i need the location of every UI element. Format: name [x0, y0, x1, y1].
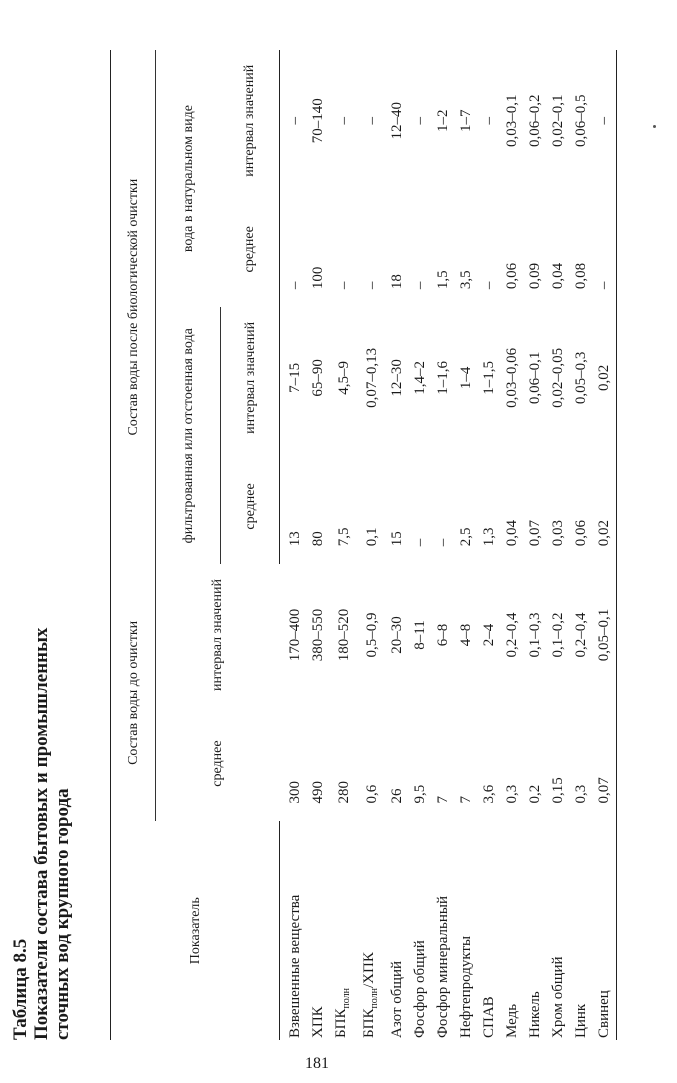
cell-mean-before: 0,15 — [550, 777, 566, 804]
row-indicator: СПАВ — [481, 996, 497, 1038]
cell-range-natural: 12–40 — [389, 101, 405, 140]
row-indicator: $БПК_{полн}$ — [333, 987, 352, 1038]
cell-range-before: 0,2–0,4 — [573, 612, 589, 658]
cell-range-before: 0,5–0,9 — [363, 612, 380, 658]
data-table — [110, 50, 617, 1040]
row-indicator: Взвешенные вещества — [287, 894, 303, 1038]
cell-range-natural: 0,02–0,1 — [550, 94, 566, 147]
cell-mean-before: 0,2 — [527, 784, 543, 804]
cell-range-filtered: 0,03–0,06 — [504, 347, 520, 408]
cell-mean-filtered: 0,1 — [363, 527, 380, 547]
cell-mean-natural: 18 — [389, 274, 405, 290]
cell-range-before: 6–8 — [435, 623, 451, 647]
row-indicator: Хром общий — [550, 956, 566, 1038]
table-row — [501, 50, 524, 1040]
cell-mean-filtered: – — [435, 538, 451, 547]
table-row — [280, 50, 308, 1040]
header-before-mean: среднее — [156, 706, 280, 822]
header-before-group: Состав воды до очистки — [111, 564, 156, 821]
table-caption — [10, 340, 73, 1040]
cell-mean-natural: 0,09 — [527, 262, 543, 290]
cell-range-natural: – — [335, 116, 352, 125]
header-after-group: Состав воды после биологической очистки — [111, 50, 156, 564]
row-indicator: $БПК_{полн}$/ХПК — [361, 952, 380, 1038]
header-filtered-range: интервал значений — [221, 307, 280, 448]
page-number: 181 — [305, 1055, 329, 1072]
cell-range-natural: 0,03–0,1 — [504, 94, 520, 147]
row-indicator: Никель — [527, 991, 543, 1038]
cell-range-natural: 70–140 — [310, 98, 326, 144]
row-indicator: ХПК — [310, 1006, 326, 1038]
cell-mean-before: 0,3 — [573, 784, 589, 804]
cell-range-filtered: 1–1,6 — [435, 361, 451, 395]
cell-mean-natural: – — [481, 281, 497, 290]
table-row — [307, 50, 330, 1040]
cell-range-filtered: 7–15 — [287, 362, 303, 393]
cell-mean-natural: 1,5 — [435, 270, 451, 290]
cell-range-filtered: 0,06–0,1 — [527, 351, 543, 405]
table-row — [524, 50, 547, 1040]
cell-range-filtered: 4,5–9 — [335, 361, 352, 395]
cell-mean-natural: 0,08 — [573, 262, 589, 290]
table-row — [478, 50, 501, 1040]
cell-mean-before: 0,07 — [593, 706, 617, 822]
cell-range-natural: – — [593, 50, 617, 191]
header-indicator: Показатель — [111, 821, 280, 1040]
table-row — [547, 50, 570, 1040]
table-row — [455, 50, 478, 1040]
table-title-line-1: Показатели состава бытовых и промышленных — [31, 627, 52, 1040]
cell-mean-filtered: 7,5 — [335, 527, 352, 547]
cell-mean-before: 9,5 — [412, 784, 428, 804]
cell-mean-natural: – — [287, 281, 303, 290]
cell-mean-filtered: 2,5 — [458, 527, 474, 547]
cell-mean-before: 7 — [458, 795, 474, 804]
cell-mean-natural: 0,06 — [504, 262, 520, 290]
row-indicator: Нефтепродукты — [458, 935, 474, 1038]
cell-range-filtered: 1–4 — [458, 366, 474, 390]
cell-mean-natural: – — [335, 281, 352, 290]
cell-mean-natural: 3,5 — [458, 270, 474, 290]
cell-range-filtered: 1,4–2 — [412, 361, 428, 395]
cell-mean-filtered: 1,3 — [481, 527, 497, 547]
cell-range-before: 8–11 — [412, 620, 428, 650]
table-row — [593, 50, 617, 1040]
scan-speck — [653, 125, 656, 128]
cell-range-filtered: 1–1,5 — [481, 361, 497, 395]
row-indicator: Фосфор минеральный — [435, 896, 451, 1038]
header-filtered-mean: среднее — [221, 449, 280, 565]
cell-mean-filtered: 0,04 — [504, 520, 520, 547]
cell-range-natural: – — [481, 116, 497, 125]
header-before-range: интервал значений — [156, 564, 280, 705]
table-number: Таблица 8.5 — [10, 938, 31, 1040]
cell-mean-filtered: 0,02 — [593, 449, 617, 565]
cell-mean-filtered: 0,07 — [527, 520, 543, 547]
data-table-wrapper — [110, 50, 617, 1040]
table-row — [432, 50, 455, 1040]
cell-mean-filtered: 0,03 — [550, 520, 566, 547]
cell-range-natural: – — [287, 116, 303, 125]
table-body — [280, 50, 617, 1040]
row-indicator: Медь — [504, 1003, 520, 1038]
cell-range-before: 0,1–0,2 — [550, 612, 566, 658]
cell-mean-filtered: – — [412, 538, 428, 547]
table-row — [358, 50, 386, 1040]
cell-mean-before: 0,3 — [504, 784, 520, 804]
cell-range-natural: 0,06–0,2 — [527, 94, 543, 147]
cell-mean-filtered: 15 — [389, 531, 405, 547]
cell-range-filtered: 65–90 — [310, 359, 326, 397]
cell-range-filtered: 0,02–0,05 — [550, 347, 566, 408]
cell-range-before: 170–400 — [286, 608, 303, 662]
cell-range-before: 20–30 — [389, 616, 405, 654]
cell-range-natural: 1–2 — [435, 109, 451, 132]
cell-mean-natural: 0,04 — [550, 262, 566, 290]
cell-range-natural: 1–7 — [458, 109, 474, 132]
cell-mean-before: 3,6 — [481, 784, 497, 804]
table-row — [386, 50, 409, 1040]
cell-mean-before: 7 — [435, 795, 451, 804]
row-indicator: Цинк — [573, 1003, 589, 1038]
cell-range-natural: – — [412, 116, 428, 125]
cell-range-before: 0,1–0,3 — [527, 612, 543, 658]
cell-range-natural: – — [363, 116, 380, 125]
header-natural: вода в натуральном виде — [156, 50, 221, 307]
cell-mean-natural: – — [412, 281, 428, 290]
table-row — [570, 50, 593, 1040]
cell-mean-filtered: 0,06 — [573, 520, 589, 547]
cell-mean-before: 300 — [286, 780, 303, 804]
cell-mean-filtered: 80 — [310, 531, 326, 547]
cell-range-before: 380–550 — [310, 608, 326, 662]
cell-range-before: 0,05–0,1 — [593, 564, 617, 705]
header-filtered: фильтрованная или отстоенная вода — [156, 307, 221, 564]
header-natural-range: интервал значений — [221, 50, 280, 191]
cell-mean-natural: 100 — [310, 266, 326, 290]
cell-range-before: 180–520 — [335, 608, 352, 662]
cell-range-before: 0,2–0,4 — [504, 612, 520, 658]
row-indicator: Фосфор общий — [412, 940, 428, 1038]
cell-range-filtered: 12–30 — [389, 359, 405, 397]
cell-range-before: 2–4 — [481, 623, 497, 647]
cell-mean-filtered: 13 — [287, 531, 303, 547]
cell-mean-natural: – — [593, 191, 617, 307]
table-row — [409, 50, 432, 1040]
cell-mean-before: 26 — [389, 788, 405, 804]
cell-mean-natural: – — [363, 281, 380, 290]
cell-range-natural: 0,06–0,5 — [573, 94, 589, 147]
cell-range-before: 4–8 — [458, 623, 474, 647]
table-row — [330, 50, 358, 1040]
cell-mean-before: 0,6 — [363, 784, 380, 804]
row-indicator: Азот общий — [389, 960, 405, 1038]
table-title-line-2: сточных вод крупного города — [52, 788, 73, 1040]
row-indicator: Свинец — [593, 821, 617, 1040]
rotated-content — [10, 40, 650, 1040]
cell-mean-before: 490 — [310, 780, 326, 804]
cell-range-filtered: 0,02 — [593, 307, 617, 448]
cell-mean-before: 280 — [335, 780, 352, 804]
cell-range-filtered: 0,05–0,3 — [573, 351, 589, 405]
cell-range-filtered: 0,07–0,13 — [363, 347, 380, 408]
header-natural-mean: среднее — [221, 191, 280, 307]
